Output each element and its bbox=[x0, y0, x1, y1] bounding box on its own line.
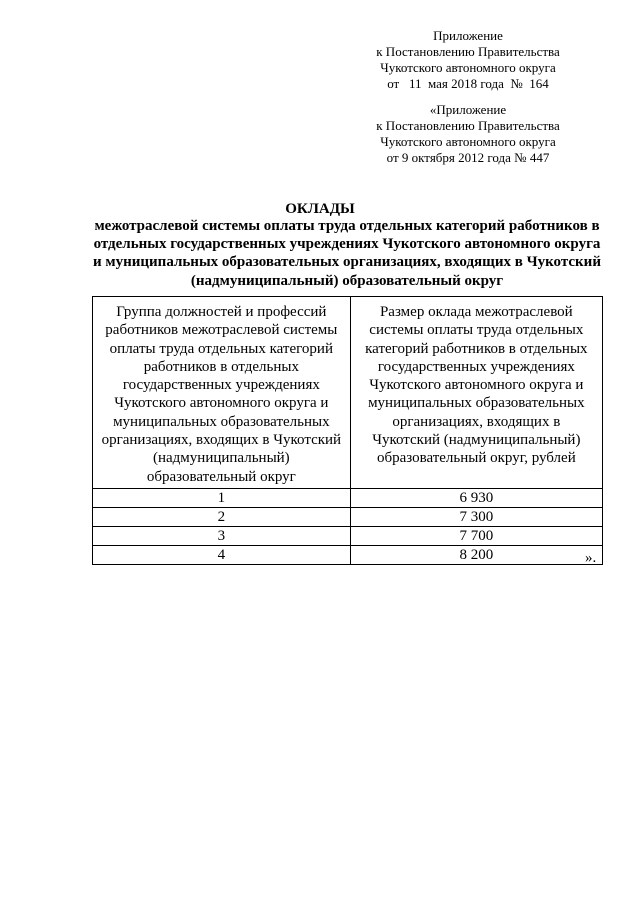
salary-cell: 6 930 bbox=[350, 488, 602, 507]
table-row bbox=[93, 507, 603, 526]
header-line: государственных учреждениях bbox=[377, 358, 575, 375]
appendix-line: Чукотского автономного округа bbox=[380, 60, 556, 75]
group-cell: 3 bbox=[93, 526, 351, 545]
closing-quote-mark: ». bbox=[585, 550, 597, 566]
header-salary bbox=[350, 297, 602, 489]
header-line: категорий работников в отдельных bbox=[365, 340, 588, 357]
header-line: муниципальных образовательных bbox=[368, 395, 585, 412]
appendix-reference-original bbox=[330, 102, 606, 166]
header-line: работников межотраслевой системы bbox=[105, 322, 338, 339]
appendix-line: от 11 мая 2018 года № 164 bbox=[387, 76, 549, 91]
header-line: системы оплаты труда отдельных bbox=[369, 322, 584, 339]
header-line: образовательный округ, рублей bbox=[376, 450, 576, 467]
header-line: организациях, входящих в bbox=[392, 413, 561, 430]
appendix-line: к Постановлению Правительства bbox=[376, 44, 560, 59]
subtitle-line: отдельных государственных учреждениях Чукотского автономного округа bbox=[93, 236, 601, 253]
header-line: Чукотского автономного округа и bbox=[369, 377, 584, 394]
header-line: оплаты труда отдельных категорий bbox=[109, 340, 333, 357]
header-line: организациях, входящих в Чукотский bbox=[101, 432, 342, 449]
appendix-line: «Приложение bbox=[429, 102, 507, 117]
group-cell: 2 bbox=[93, 507, 351, 526]
header-line: Группа должностей и профессий bbox=[116, 304, 327, 320]
salary-table bbox=[92, 296, 603, 565]
salary-cell: 7 700 bbox=[350, 526, 602, 545]
appendix-line: к Постановлению Правительства bbox=[376, 118, 560, 133]
header-line: (надмуниципальный) bbox=[152, 450, 290, 467]
salary-cell: 8 200 bbox=[350, 545, 602, 564]
header-line: государственных учреждениях bbox=[122, 377, 320, 394]
salary-cell: 7 300 bbox=[350, 507, 602, 526]
group-cell: 4 bbox=[93, 545, 351, 564]
header-line: Размер оклада межотраслевой bbox=[379, 304, 573, 320]
header-line: работников в отдельных bbox=[143, 358, 299, 375]
header-line: образовательный округ bbox=[146, 468, 296, 485]
table-header-row bbox=[93, 297, 603, 489]
subtitle-line: (надмуниципальный) образовательный округ bbox=[190, 272, 504, 289]
document-subtitle bbox=[84, 217, 610, 290]
appendix-line: от 9 октября 2012 года № 447 bbox=[386, 150, 550, 165]
table-row bbox=[93, 526, 603, 545]
subtitle-line: и муниципальных образовательных организациях, входящих в Чукотский bbox=[93, 254, 601, 271]
header-group bbox=[93, 297, 351, 489]
table-row bbox=[93, 545, 603, 564]
appendix-line: Приложение bbox=[433, 28, 503, 43]
group-cell: 1 bbox=[93, 488, 351, 507]
appendix-line: Чукотского автономного округа bbox=[380, 134, 556, 149]
header-line: Чукотский (надмуниципальный) bbox=[372, 432, 581, 449]
appendix-reference-current bbox=[330, 28, 606, 92]
header-line: Чукотского автономного округа и bbox=[114, 395, 329, 412]
document-title: ОКЛАДЫ bbox=[285, 201, 355, 217]
subtitle-line: межотраслевой системы оплаты труда отдельных категорий работников в bbox=[94, 218, 600, 234]
header-line: муниципальных образовательных bbox=[113, 413, 330, 430]
table-row bbox=[93, 488, 603, 507]
